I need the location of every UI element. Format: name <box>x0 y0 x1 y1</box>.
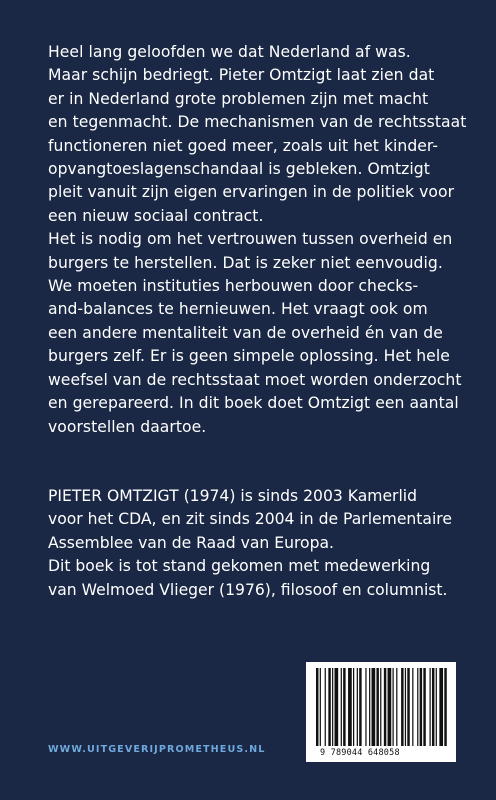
barcode-bar <box>412 668 413 746</box>
blurb-text <box>48 41 478 439</box>
author-bio <box>48 485 478 602</box>
blurb-line: burgers zelf. Er is geen simpele oplossing. Het hele <box>48 347 450 366</box>
barcode-bar <box>372 668 376 746</box>
barcode-bar <box>316 668 318 746</box>
barcode-bar <box>365 668 366 746</box>
barcode-bar <box>405 668 406 746</box>
barcode-bar <box>423 668 425 746</box>
barcode-bar <box>384 668 386 746</box>
barcode-bar <box>444 668 446 746</box>
barcode-bar <box>320 668 321 746</box>
blurb-line: functioneren niet goed meer, zoals uit het kinder- <box>48 136 439 155</box>
bio-line: van Welmoed Vlieger (1976), filosoof en columnist. <box>48 580 448 599</box>
blurb-line: voorstellen daartoe. <box>48 417 207 436</box>
blurb-line: burgers te herstellen. Dat is zeker niet eenvoudig. <box>48 253 443 272</box>
barcode-bar <box>396 668 397 746</box>
blurb-line: en tegenmacht. De mechanismen van de rechtsstaat <box>48 113 467 132</box>
barcode-bar <box>401 668 403 746</box>
blurb-line: pleit vanuit zijn eigen ervaringen in de politiek voor <box>48 183 455 202</box>
barcode-bar <box>420 668 422 746</box>
barcode-bar <box>332 668 333 746</box>
blurb-line: and-balances te hernieuwen. Het vraagt ook om <box>48 300 428 319</box>
barcode-bar <box>341 668 342 746</box>
barcode-bar <box>439 668 443 746</box>
barcode-bar <box>430 668 431 746</box>
barcode-bar <box>328 668 330 746</box>
bio-line: voor het CDA, en zit sinds 2004 in de Parlementaire <box>48 510 452 529</box>
barcode-bar <box>359 668 361 746</box>
blurb-line: Heel lang geloofden we dat Nederland af was. <box>48 43 411 61</box>
publisher-website: WWW.UITGEVERIJPROMETHEUS.NL <box>48 744 266 755</box>
barcode-bar <box>436 668 437 746</box>
isbn-digits: 9 789044 648058 <box>320 748 400 758</box>
blurb-line: een andere mentaliteit van de overheid én van de <box>48 323 443 342</box>
barcode-bar <box>343 668 345 746</box>
blurb-line: We moeten instituties herbouwen door checks- <box>48 277 419 296</box>
blurb-line: Het is nodig om het vertrouwen tussen overheid en <box>48 230 453 249</box>
barcode-bar <box>392 668 393 746</box>
barcode-bars <box>316 668 448 750</box>
blurb-line: opvangtoeslagenschandaal is gebleken. Omtzigt <box>48 160 430 179</box>
blurb-line: weefsel van de rechtsstaat moet worden onderzocht <box>48 370 462 389</box>
barcode-bar <box>407 668 409 746</box>
bio-line: Assemblee van de Raad van Europa. <box>48 533 334 552</box>
barcode-bar <box>432 668 434 746</box>
barcode-bar <box>357 668 358 746</box>
barcode-bar <box>348 668 352 746</box>
barcode-bar <box>388 668 392 746</box>
barcode-bar <box>369 668 370 746</box>
barcode-bar <box>376 668 378 746</box>
barcode-bar <box>335 668 339 746</box>
barcode-bar <box>353 668 354 746</box>
blurb-line: er in Nederland grote problemen zijn met macht <box>48 89 429 108</box>
blurb-line: Maar schijn bedriegt. Pieter Omtzigt laat zien dat <box>48 66 435 85</box>
blurb-line: een nieuw sociaal contract. <box>48 206 264 225</box>
bio-line: Dit boek is tot stand gekomen met medewerking <box>48 557 431 576</box>
isbn-barcode <box>306 662 456 762</box>
bio-line: PIETER OMTZIGT (1974) is sinds 2003 Kamerlid <box>48 487 418 505</box>
barcode-bar <box>380 668 381 746</box>
blurb-line: en gerepareerd. In dit boek doet Omtzigt een aantal <box>48 394 459 413</box>
barcode-bar <box>325 668 326 746</box>
barcode-bar <box>417 668 418 746</box>
